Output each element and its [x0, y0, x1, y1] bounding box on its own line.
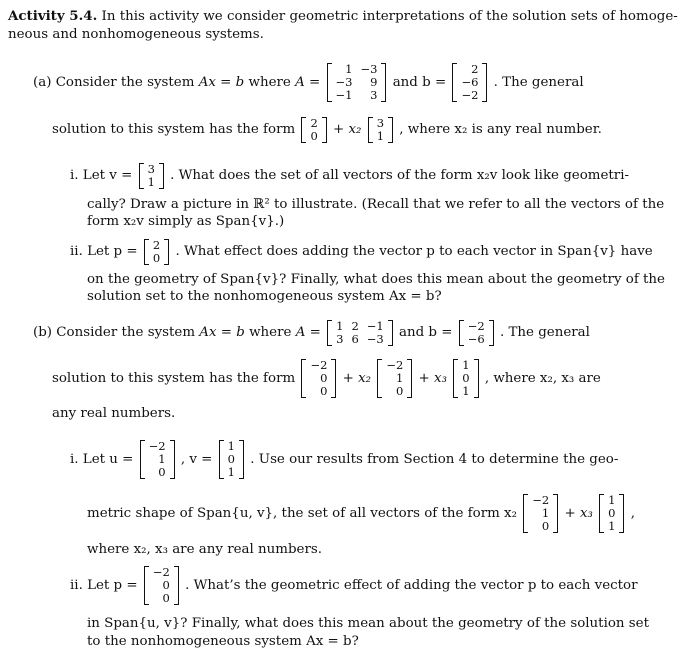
part-b-i-label: i. Let u =	[70, 452, 134, 467]
part-b-direction-vector-2	[453, 359, 478, 398]
part-b-plus-x2: + x₂	[342, 371, 372, 386]
part-b-ii-line-3: to the nonhomogeneous system Ax = b?	[87, 634, 359, 649]
part-a-label: (a) Consider the system	[33, 75, 195, 90]
vector-cell: −2	[310, 358, 328, 372]
part-a-ii	[70, 236, 653, 268]
vector-cell: −6	[467, 331, 485, 346]
part-b-vector-b	[459, 320, 494, 346]
matrix-cell: −3	[335, 75, 353, 89]
vector-cell: 0	[395, 384, 404, 398]
vector-cell: 0	[227, 452, 235, 466]
part-a-equation: Ax = b	[198, 75, 245, 90]
part-b-and-b: and b =	[398, 325, 453, 340]
vector-cell: 3	[147, 161, 155, 176]
part-b-i	[70, 436, 618, 484]
part-a-and-b: and b =	[392, 75, 447, 90]
part-b-label: (b) Consider the system	[33, 325, 196, 340]
part-b-ii-line-2: in Span{u, v}? Finally, what does this mean about the geometry of the solution set	[87, 616, 649, 631]
part-a-i-line-2: cally? Draw a picture in ℝ² to illustrate. (Recall that we refer to all the vectors of the	[87, 197, 665, 212]
part-b-system	[33, 314, 590, 352]
part-a-vector-b	[452, 63, 487, 102]
part-a-ii-line-3: solution set to the nonhomogeneous system Ax = b?	[87, 289, 442, 304]
part-a-system	[33, 60, 584, 106]
vector-cell: 0	[310, 128, 318, 143]
part-b-plus-x3: + x₃	[418, 371, 447, 386]
vector-cell: 0	[162, 578, 170, 592]
part-b-i-line-2-row	[87, 490, 635, 538]
vector-cell: 1	[608, 519, 616, 533]
vector-cell: 1	[147, 174, 155, 189]
vector-cell: 1	[227, 465, 235, 479]
part-a-ii-vector-p	[144, 239, 169, 265]
vector-cell: 2	[471, 62, 479, 76]
matrix-cell: −1	[366, 318, 384, 333]
matrix-cell: 3	[370, 88, 378, 102]
part-b-i-plus-x3: + x₃	[564, 506, 593, 521]
part-b-solution-line-2: any real numbers.	[52, 406, 176, 421]
part-a-solution-text: solution to this system has the form	[52, 122, 296, 137]
part-a-ii-line-1: . What effect does adding the vector p to each vector in Span{v} have	[175, 244, 653, 259]
vector-cell: 1	[227, 439, 235, 453]
vector-cell: 0	[158, 465, 166, 479]
vector-cell: 1	[608, 493, 616, 507]
part-a-i-line-1: . What does the set of all vectors of the form x₂v look like geometri-	[170, 168, 630, 183]
part-a-i-vector-v	[139, 163, 164, 189]
part-b-i-line-1: . Use our results from Section 4 to determine the geo-	[250, 452, 619, 467]
vector-cell: 0	[608, 506, 616, 520]
vector-cell: −2	[461, 88, 479, 102]
matrix-cell: 6	[351, 331, 359, 346]
vector-cell: −2	[532, 493, 550, 507]
part-b-solution-tail: , where x₂, x₃ are	[484, 371, 601, 386]
part-a-i-label: i. Let v =	[70, 168, 133, 183]
vector-cell: −2	[148, 439, 166, 453]
part-a-where: where	[248, 75, 291, 90]
part-a-ii-line-2: on the geometry of Span{v}? Finally, what does this mean about the geometry of the	[87, 272, 665, 287]
part-b-i-vector-v	[219, 440, 244, 479]
vector-cell: 1	[462, 358, 470, 372]
part-a-solution	[52, 114, 602, 146]
part-b-i-v-label: , v =	[180, 452, 213, 467]
matrix-cell: 1	[336, 318, 344, 333]
matrix-cell: −3	[366, 331, 384, 346]
vector-cell: 3	[376, 115, 385, 130]
part-b-i-line-2: metric shape of Span{u, v}, the set of all vectors of the form x₂	[87, 506, 517, 521]
matrix-cell: −1	[335, 88, 353, 102]
part-a-ii-label: ii. Let p =	[70, 244, 138, 259]
vector-cell: 2	[152, 237, 161, 252]
vector-cell: −2	[467, 318, 485, 333]
part-b-matrix-A	[327, 320, 393, 346]
part-a-general: . The general	[493, 75, 584, 90]
part-b-i-vector-u	[140, 440, 175, 479]
vector-cell: −6	[461, 75, 479, 89]
vector-cell: 0	[320, 384, 328, 398]
part-b-solution	[52, 355, 601, 403]
part-b-i-line-3: where x₂, x₃ are any real numbers.	[87, 542, 323, 557]
vector-cell: 0	[152, 250, 161, 265]
vector-cell: 0	[320, 371, 328, 385]
activity-header	[8, 8, 678, 25]
vector-cell: 0	[462, 371, 470, 385]
matrix-cell: 2	[351, 318, 359, 333]
vector-cell: 1	[376, 128, 385, 143]
part-b-i-comma: ,	[630, 506, 635, 521]
part-b-direction-vector-1	[377, 359, 412, 398]
part-a-plus-x2: + x₂	[333, 122, 362, 137]
part-b-equation: Ax = b	[199, 325, 245, 340]
part-a-i	[70, 160, 629, 192]
vector-cell: 1	[158, 452, 166, 466]
part-a-particular-vector	[301, 117, 326, 143]
part-b-ii	[70, 562, 637, 610]
vector-cell: 1	[395, 371, 404, 385]
vector-cell: 1	[541, 506, 550, 520]
part-b-ii-vector-p	[144, 566, 179, 605]
part-b-A-label: A =	[295, 325, 321, 340]
part-b-solution-text: solution to this system has the form	[52, 371, 296, 386]
part-b-general: . The general	[499, 325, 590, 340]
part-b-i-form-vector-u	[523, 494, 558, 533]
activity-intro-line-1: In this activity we consider geometric interpretations of the solution sets of homoge-	[101, 9, 678, 24]
part-a-direction-vector	[368, 117, 393, 143]
part-b-ii-line-1: . What’s the geometric effect of adding the vector p to each vector	[185, 578, 638, 593]
part-a-solution-tail: , where x₂ is any real number.	[399, 122, 602, 137]
vector-cell: 2	[310, 115, 318, 130]
matrix-cell: 9	[370, 75, 378, 89]
matrix-cell: 3	[336, 331, 344, 346]
part-a-i-line-3: form x₂v simply as Span{v}.)	[87, 214, 285, 229]
part-b-where: where	[249, 325, 292, 340]
vector-cell: 1	[462, 384, 470, 398]
vector-cell: −2	[152, 565, 170, 579]
part-b-ii-label: ii. Let p =	[70, 578, 138, 593]
activity-title: Activity 5.4.	[8, 8, 98, 24]
activity-intro-line-2: neous and nonhomogeneous systems.	[8, 27, 264, 42]
vector-cell: 0	[541, 519, 550, 533]
vector-cell: 0	[162, 591, 170, 605]
part-a-matrix-A	[327, 63, 387, 102]
matrix-cell: −3	[360, 62, 378, 76]
part-b-i-form-vector-v	[599, 494, 624, 533]
vector-cell: −2	[386, 358, 404, 372]
part-a-A-label: A =	[295, 75, 321, 90]
part-b-particular-vector	[301, 359, 336, 398]
matrix-cell: 1	[345, 62, 353, 76]
